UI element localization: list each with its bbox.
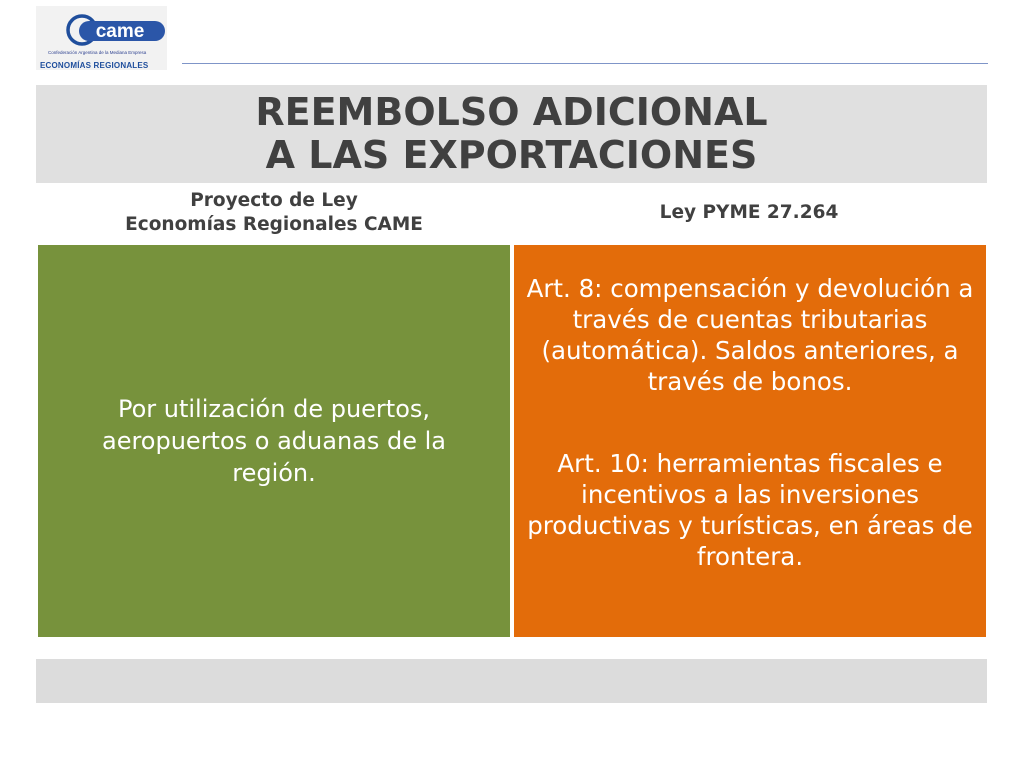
logo-mark-text: came: [95, 21, 145, 42]
slide-title: [36, 91, 987, 177]
left-content-cell: [38, 245, 510, 637]
slide-title-line-2: A LAS EXPORTACIONES: [265, 133, 758, 177]
article-10-text: Art. 10: herramientas fiscales e incentivos a las inversiones productivas y turísticas, en áreas de frontera.: [527, 449, 973, 571]
logo-subtitle: Confederación Argentina de la Mediana Empresa: [48, 50, 147, 55]
slide-title-line-1: REEMBOLSO ADICIONAL: [255, 90, 768, 134]
bottom-band: [36, 659, 987, 703]
left-column-header-line-2: Economías Regionales CAME: [125, 214, 423, 235]
right-column-header-label: Ley PYME 27.264: [659, 202, 839, 223]
right-column-header: [513, 184, 985, 242]
header-divider: [182, 63, 988, 64]
right-content-cell: [514, 245, 986, 637]
title-band: [36, 85, 987, 183]
left-column-header: [38, 184, 510, 242]
left-column-header-line-1: Proyecto de Ley: [190, 190, 358, 211]
left-cell-text: Por utilización de puertos, aeropuertos o aduanas de la región.: [101, 395, 447, 487]
article-8-text: Art. 8: compensación y devolución a través de cuentas tributarias (automática). Saldos anteriores, a través de bonos.: [526, 274, 974, 396]
came-logo-mark: [66, 14, 168, 46]
came-logo: [36, 6, 167, 70]
logo-tagline: ECONOMÍAS REGIONALES: [40, 61, 149, 70]
